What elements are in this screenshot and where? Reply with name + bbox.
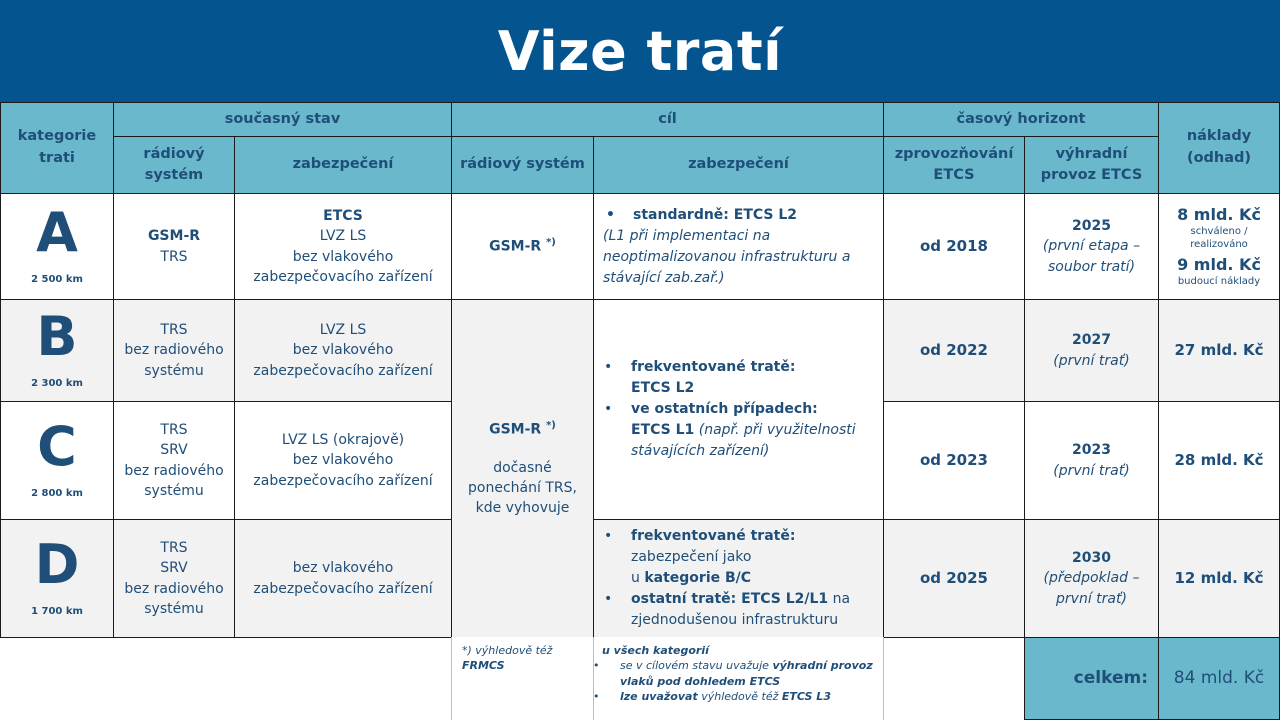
row-c-naklady xyxy=(1158,401,1280,520)
notes-cell xyxy=(593,637,884,720)
row-d-naklady xyxy=(1158,519,1280,638)
zab-line: zabezpečovacího zařízení xyxy=(253,362,433,379)
row-c-category xyxy=(0,401,114,520)
header-soucasny-stav xyxy=(113,102,452,137)
radio-line: bez radiového xyxy=(124,580,224,597)
cil-zab-note: (L1 při implementaci na neoptimalizovanou infrastrukturu a stávající zab.zař.) xyxy=(603,227,851,286)
radio-line: TRS xyxy=(160,322,188,339)
cil-zab-item-value: ETCS L1 xyxy=(631,422,695,438)
radio-line: bez radiového xyxy=(124,462,224,479)
cil-radio-label: GSM-R xyxy=(489,238,542,255)
row-b-radio xyxy=(113,299,235,402)
radio-line: SRV xyxy=(160,442,188,459)
notes-item xyxy=(620,658,883,689)
cost-value: 27 mld. Kč xyxy=(1174,341,1264,360)
total-value: 84 mld. Kč xyxy=(1173,667,1265,688)
row-a-category xyxy=(0,193,114,300)
zprovoznovani-value: od 2018 xyxy=(919,237,988,256)
row-a-zprovoznovani xyxy=(883,193,1025,300)
header-vyhradni-provoz xyxy=(1024,136,1159,194)
total-label-cell xyxy=(1024,637,1159,720)
radio-line: systému xyxy=(144,482,204,499)
header-zabezpeceni-label: zabezpečení xyxy=(292,156,394,173)
row-d-zabezpeceni xyxy=(234,519,452,638)
header-vyhradni-l2: provoz ETCS xyxy=(1040,167,1143,183)
header-zprovoznovani xyxy=(883,136,1025,194)
vyhradni-year: 2030 xyxy=(1072,550,1111,567)
row-d-radio xyxy=(113,519,235,638)
vyhradni-note: (první trať) xyxy=(1053,352,1130,369)
cil-radio-line: kde vyhovuje xyxy=(475,500,570,517)
notes-list xyxy=(602,658,883,704)
row-a-zabezpeceni xyxy=(234,193,452,300)
cost-value: 8 mld. Kč xyxy=(1177,204,1261,224)
header-kategorie xyxy=(0,102,114,194)
cost-value: 9 mld. Kč xyxy=(1177,254,1261,274)
cil-zab-item-note: (např. při využitelnosti stávajících zařízení) xyxy=(631,422,856,459)
footnote-text: FRMCS xyxy=(462,659,505,673)
cil-zab-item xyxy=(631,357,871,399)
footnote-text: *) výhledově též xyxy=(462,644,553,657)
category-letter: C xyxy=(37,415,77,478)
vyhradni-year: 2027 xyxy=(1072,332,1111,349)
zab-line: LVZ LS (okrajově) xyxy=(281,432,405,449)
header-vyhradni-l1: výhradní xyxy=(1055,145,1128,162)
header-zabezpeceni-cil xyxy=(593,136,884,194)
header-zabezpeceni-cil-label: zabezpečení xyxy=(688,156,789,173)
zab-line: bez vlakového xyxy=(292,342,394,359)
cil-radio-line: dočasné xyxy=(493,459,552,476)
zab-line: zabezpečovacího zařízení xyxy=(253,580,433,597)
radio-line: TRS xyxy=(160,539,188,556)
row-d-vyhradni xyxy=(1024,519,1159,638)
vyhradni-note: (první trať) xyxy=(1053,462,1130,479)
zab-line: bez vlakového xyxy=(292,248,394,265)
header-kategorie-label: kategorie trati xyxy=(17,128,97,166)
row-c-vyhradni xyxy=(1024,401,1159,520)
notes-text: se v cílovém stavu uvažuje xyxy=(620,659,769,673)
row-b-naklady xyxy=(1158,299,1280,402)
row-a-naklady xyxy=(1158,193,1280,300)
row-a-cil-radio xyxy=(451,193,594,300)
radio-line: TRS xyxy=(160,421,188,438)
header-zabezpeceni xyxy=(234,136,452,194)
zab-line: bez vlakového xyxy=(292,452,394,469)
radio-line: TRS xyxy=(160,248,188,265)
row-b-vyhradni xyxy=(1024,299,1159,402)
cil-zab-item-text: na zjednodušenou infrastrukturu xyxy=(631,591,851,628)
radio-line: systému xyxy=(144,362,204,379)
row-d-zprovoznovani xyxy=(883,519,1025,638)
total-label: celkem: xyxy=(1073,667,1148,688)
zprovoznovani-value: od 2025 xyxy=(919,569,988,588)
row-c-zabezpeceni xyxy=(234,401,452,520)
cil-zab-item-title: frekventované tratě: xyxy=(631,359,796,375)
vyhradni-year: 2025 xyxy=(1072,218,1111,235)
row-a-cil-zabezpeceni xyxy=(593,193,884,300)
header-radiovy-system-l2: systém xyxy=(144,167,204,183)
category-length: 2 800 km xyxy=(31,488,83,499)
notes-text: výhledově též xyxy=(701,690,779,704)
cil-zab-item-text: zabezpečení jako xyxy=(631,549,752,565)
row-a-vyhradni xyxy=(1024,193,1159,300)
vyhradni-note: (předpoklad – první trať) xyxy=(1043,570,1140,607)
cil-zab-item-title: ostatní tratě: ETCS L2/L1 xyxy=(631,591,829,607)
zab-line: bez vlakového xyxy=(292,560,394,577)
header-soucasny-stav-label: současný stav xyxy=(224,110,341,127)
d-cil-zabezpeceni xyxy=(593,519,884,638)
vyhradni-year: 2023 xyxy=(1072,442,1111,459)
cil-zab-item-title: ve ostatních případech: xyxy=(631,401,818,417)
page-title: Vize tratí xyxy=(497,19,783,83)
category-letter: A xyxy=(36,201,78,264)
zab-line: zabezpečovacího zařízení xyxy=(253,268,433,285)
row-b-zprovoznovani xyxy=(883,299,1025,402)
cost-note: budoucí náklady xyxy=(1177,275,1261,287)
notes-item xyxy=(620,689,883,704)
header-casovy-horizont-label: časový horizont xyxy=(956,110,1086,127)
bc-cil-zabezpeceni xyxy=(593,299,884,520)
cost-note: schváleno / realizováno xyxy=(1190,225,1248,251)
cost-value: 12 mld. Kč xyxy=(1174,569,1264,588)
header-radiovy-system-l1: rádiový xyxy=(143,145,205,162)
header-cil-label: cíl xyxy=(658,110,677,127)
header-cil xyxy=(451,102,884,137)
notes-text-bold: výhradní provoz vlaků pod dohledem ETCS xyxy=(620,659,873,688)
cost-value: 28 mld. Kč xyxy=(1174,451,1264,470)
cil-zab-item-title: frekventované tratě: xyxy=(631,528,796,544)
footnote-marker: *) xyxy=(546,419,556,431)
zab-line: LVZ LS xyxy=(319,322,367,339)
radio-line: bez radiového xyxy=(124,342,224,359)
header-naklady xyxy=(1158,102,1280,194)
cil-zab-list xyxy=(603,205,797,226)
notes-text-bold: ETCS L3 xyxy=(781,690,831,704)
row-a-radio xyxy=(113,193,235,300)
row-c-zprovoznovani xyxy=(883,401,1025,520)
header-radiovy-system xyxy=(113,136,235,194)
category-length: 2 300 km xyxy=(31,378,83,389)
radio-line: systému xyxy=(144,600,204,617)
cil-zab-item xyxy=(631,526,871,589)
radio-line: SRV xyxy=(160,560,188,577)
zab-line: zabezpečovacího zařízení xyxy=(253,472,433,489)
footnote-cell xyxy=(451,637,594,720)
category-letter: B xyxy=(36,305,78,368)
title-bar xyxy=(0,0,1280,102)
row-d-category xyxy=(0,519,114,638)
zab-line: LVZ LS xyxy=(319,228,367,245)
cil-radio-line: ponechání TRS, xyxy=(468,479,577,496)
header-zprovoznovani-l1: zprovozňování xyxy=(894,145,1014,162)
radio-line: GSM-R xyxy=(147,227,201,244)
cil-radio-label: GSM-R xyxy=(489,421,542,438)
header-radiovy-system-cil xyxy=(451,136,594,194)
category-length: 2 500 km xyxy=(31,274,83,285)
category-length: 1 700 km xyxy=(31,606,83,617)
row-b-category xyxy=(0,299,114,402)
cil-zab-item-value: ETCS L2 xyxy=(631,380,695,396)
cil-zab-item xyxy=(631,399,871,462)
bcd-cil-radio xyxy=(451,299,594,638)
vyhradni-note: (první etapa – soubor tratí) xyxy=(1042,238,1141,275)
header-radiovy-system-cil-label: rádiový systém xyxy=(460,156,585,173)
header-naklady-label: náklady (odhad) xyxy=(1186,128,1252,166)
cil-zab-item-text: u xyxy=(631,570,640,586)
zab-line: ETCS xyxy=(323,207,363,224)
notes-heading: u všech kategorií xyxy=(602,644,709,657)
cil-zab-list xyxy=(603,357,871,462)
notes-text-bold: lze uvažovat xyxy=(620,690,698,704)
zprovoznovani-value: od 2022 xyxy=(919,341,988,360)
category-letter: D xyxy=(34,533,80,596)
header-casovy-horizont xyxy=(883,102,1159,137)
row-b-zabezpeceni xyxy=(234,299,452,402)
cil-zab-item xyxy=(631,589,871,631)
cil-zab-item: • standardně: ETCS L2 xyxy=(633,205,797,226)
cil-zab-item-value: kategorie B/C xyxy=(644,570,752,586)
total-value-cell xyxy=(1158,637,1280,720)
footnote-marker: *) xyxy=(546,236,556,248)
row-c-radio xyxy=(113,401,235,520)
header-zprovoznovani-l2: ETCS xyxy=(933,167,975,183)
zprovoznovani-value: od 2023 xyxy=(919,451,988,470)
cil-zab-list xyxy=(603,526,871,631)
